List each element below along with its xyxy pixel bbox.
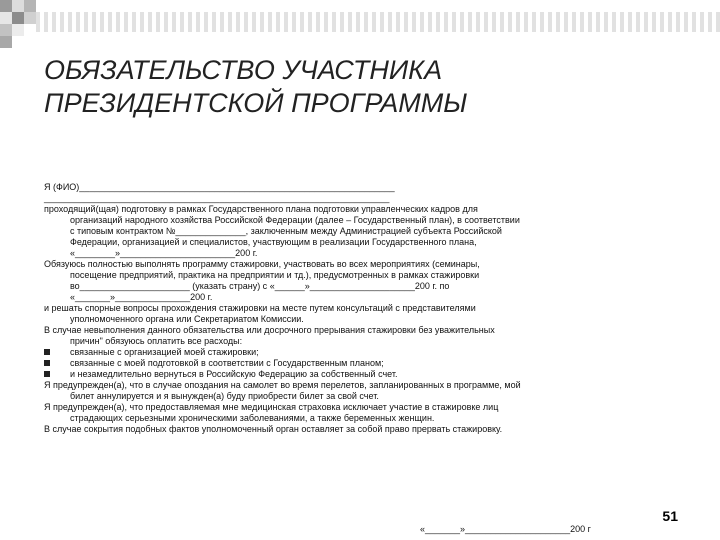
page-title — [44, 54, 684, 120]
fio-line: Я (ФИО)_______________________________________________________________ — [44, 182, 395, 192]
deco-square — [12, 0, 24, 12]
deco-square — [0, 36, 12, 48]
paragraph-1-line: Федерации, организацией и специалистов, участвующим в реализации Государственного плана, — [70, 237, 477, 247]
document-body — [44, 182, 684, 435]
title-line-2: ПРЕЗИДЕНТСКОЙ ПРОГРАММЫ — [44, 88, 468, 118]
paragraph-2-line: «_______»_______________200 г. — [70, 292, 213, 302]
bullet-text: и незамедлительно вернуться в Российскую Федерацию за собственный счет. — [70, 369, 398, 379]
paragraph-5-line: билет аннулируется и я вынужден(а) буду приобрести билет за свой счет. — [70, 391, 379, 401]
paragraph-3-line: уполномоченного органа или Секретариатом Комиссии. — [70, 314, 304, 324]
paragraph-1-line: организаций народного хозяйства Российской Федерации (далее – Государственный план), в соответствии — [70, 215, 520, 225]
bullet-item — [44, 358, 684, 369]
deco-square — [24, 0, 36, 12]
paragraph-2: Обязуюсь полностью выполнять программу стажировки, участвовать во всех мероприятиях (семинары, — [44, 259, 480, 269]
bullet-text: связанные с организацией моей стажировки; — [70, 347, 259, 357]
paragraph-4: В случае невыполнения данного обязательства или досрочного прерывания стажировки без уважительных — [44, 325, 495, 335]
deco-square — [0, 0, 12, 12]
paragraph-7: В случае сокрытия подобных фактов уполномоченный орган оставляет за собой право прервать стажировку. — [44, 424, 503, 434]
paragraph-2-line: посещение предприятий, практика на предприятии и тд.), предусмотренных в рамках стажировки — [70, 270, 480, 280]
deco-square — [0, 24, 12, 36]
blank-line: _____________________________________________________________________ — [44, 193, 390, 203]
paragraph-1-line: «________»_______________________200 г. — [70, 248, 258, 258]
bullet-item — [44, 369, 684, 380]
title-line-1: ОБЯЗАТЕЛЬСТВО УЧАСТНИКА — [44, 55, 443, 85]
paragraph-6-line: страдающих серьезными хроническими заболеваниями, а также беременных женщин. — [70, 413, 435, 423]
paragraph-5: Я предупрежден(а), что в случае опоздания на самолет во время перелетов, запланированных в программе, мой — [44, 380, 521, 390]
header-decoration — [0, 0, 720, 40]
bullet-text: связанные с моей подготовкой в соответствии с Государственным планом; — [70, 358, 384, 368]
paragraph-2-line: во______________________ (указать страну) с «______»_____________________200 г. по — [70, 281, 450, 291]
deco-square — [12, 24, 24, 36]
paragraph-4-line: причин" обязуюсь оплатить все расходы: — [70, 336, 243, 346]
header-stripe — [36, 12, 720, 32]
page-number: 51 — [662, 508, 678, 524]
deco-square — [0, 12, 12, 24]
square-bullet-icon — [44, 349, 50, 355]
deco-square — [24, 12, 36, 24]
paragraph-6: Я предупрежден(а), что предоставляемая мне медицинская страховка исключает участие в стажировке лиц — [44, 402, 499, 412]
paragraph-3: и решать спорные вопросы прохождения стажировки на месте путем консультаций с представителями — [44, 303, 476, 313]
deco-square — [12, 12, 24, 24]
paragraph-1: проходящий(щая) подготовку в рамках Государственного плана подготовки управленческих кадров для — [44, 204, 478, 214]
bullet-item — [44, 347, 684, 358]
paragraph-1-line: с типовым контрактом №______________, заключенным между Администрацией субъекта Российской — [70, 226, 502, 236]
square-bullet-icon — [44, 360, 50, 366]
square-bullet-icon — [44, 371, 50, 377]
footer-date-line: «_______»_____________________200 г — [420, 524, 591, 534]
